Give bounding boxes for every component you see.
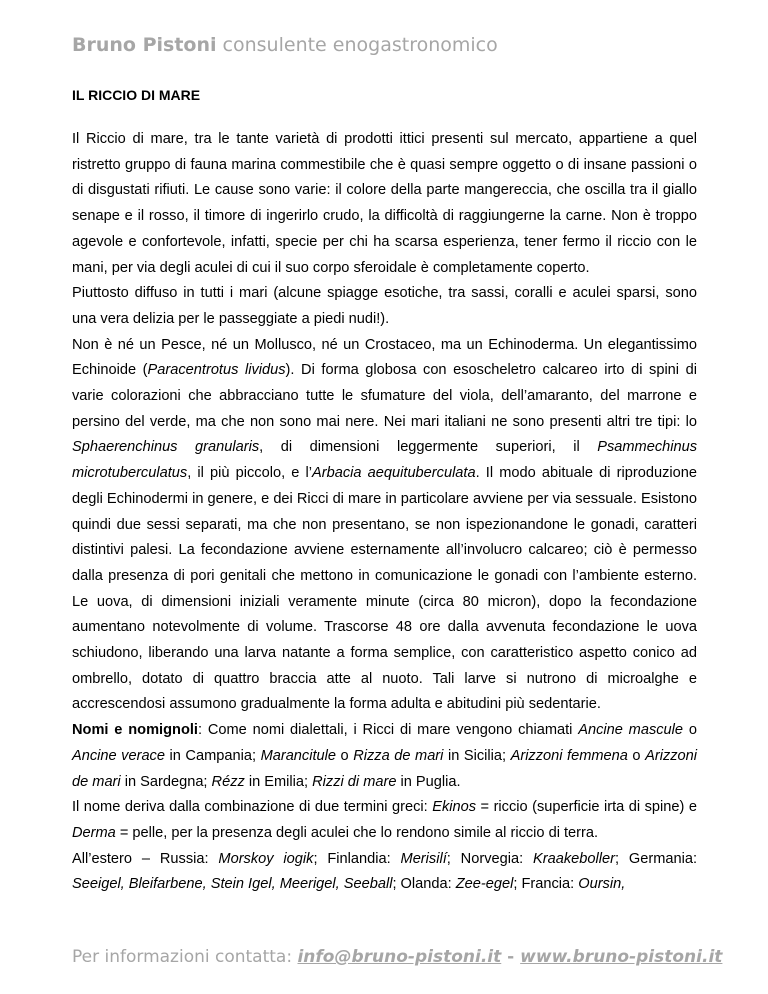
text-run: ; Olanda: bbox=[392, 876, 456, 893]
text-run: Non è né un Pesce, né un Mollusco, né un Crostaceo, ma un Echinoderma. Un elegantissimo Echinoide ( bbox=[72, 336, 697, 379]
paragraph-biology bbox=[72, 333, 697, 719]
dialect-name: Arizzoni de mari bbox=[72, 747, 698, 790]
page-header bbox=[72, 34, 498, 56]
text-run: in Puglia. bbox=[396, 773, 461, 790]
greek-term: Derma bbox=[72, 824, 116, 841]
text-run: , il più piccolo, e l’ bbox=[187, 465, 313, 482]
text-run: ; Norvegia: bbox=[446, 850, 534, 867]
text-run: = riccio (superficie irta di spine) e bbox=[476, 799, 697, 816]
text-run: o bbox=[683, 722, 697, 739]
footer-separator: - bbox=[501, 947, 521, 967]
dialect-name: Ancine mascule bbox=[578, 722, 684, 739]
text-run: o bbox=[336, 747, 354, 764]
text-run: in Sardegna; bbox=[120, 773, 212, 790]
paragraph-foreign-names bbox=[72, 847, 697, 898]
text-run: All’estero – Russia: bbox=[72, 850, 219, 867]
text-run: . Il modo abituale di riproduzione degli Echinodermi in genere, e dei Ricci di mare in particolare avviene per via sessuale. Esistono quindi due sessi separati, ma che non presentano, se non ispezionandone le gonadi, caratteri distintivi palesi. La fecondazione avviene esternamente all’involucro calcareo; ciò è permesso dalla presenza di pori genitali che mettono in comunicazione le gonadi con l’ambiente esterno. Le uova, di dimensioni iniziali veramente minute (circa 80 micron), dopo la fecondazione aumentano notevolmente di volume. Trascorse 48 ore dalla avvenuta fecondazione le uova schiudono, liberando una larva natante a forma semplice, con caratteristico aspetto conico ad ombrello, dotato di quattro braccia atte al nuoto. Tali larve si nutrono di microalghe e accrescendosi assumono gradualmente la forma adulta e abitudini più sedentarie. bbox=[72, 465, 697, 713]
text-run: : Come nomi dialettali, i Ricci di mare vengono chiamati bbox=[197, 722, 579, 739]
dialect-name: Rézz bbox=[211, 773, 245, 790]
foreign-name: Seeigel, Bleifarbene, Stein Igel, Meerigel, Seeball bbox=[72, 876, 393, 893]
text-run: o bbox=[627, 747, 646, 764]
text-run: in Sicilia; bbox=[443, 747, 511, 764]
text-run: , di dimensioni leggermente superiori, il bbox=[259, 439, 598, 456]
dialect-name: Arizzoni femmena bbox=[510, 747, 628, 764]
text-run: = pelle, per la presenza degli aculei che lo rendono simile al riccio di terra. bbox=[115, 824, 599, 841]
paragraph-dialect-names bbox=[72, 718, 697, 795]
paragraph-distribution bbox=[72, 281, 697, 332]
text-run: ; Germania: bbox=[614, 850, 698, 867]
paragraph-etymology bbox=[72, 795, 697, 846]
document-title: IL RICCIO DI MARE bbox=[72, 87, 201, 103]
foreign-name: Oursin, bbox=[578, 876, 626, 893]
species-name: Paracentrotus lividus bbox=[147, 362, 286, 379]
species-name: Arbacia aequituberculata bbox=[312, 465, 476, 482]
website-link[interactable]: www.bruno-pistoni.it bbox=[520, 947, 723, 967]
text-run: Il nome deriva dalla combinazione di due termini greci: bbox=[72, 799, 433, 816]
greek-term: Ekinos bbox=[432, 799, 477, 816]
page-footer bbox=[72, 947, 722, 967]
text-run: ; Francia: bbox=[513, 876, 579, 893]
text-run: Il Riccio di mare, tra le tante varietà di prodotti ittici presenti sul mercato, appartiene a quel ristretto gruppo di fauna marina commestibile che è quasi sempre oggetto o di insane passioni o di disgustati rifiuti. Le cause sono varie: il colore della parte mangereccia, che oscilla tra il giallo senape e il rosso, il timore di ingerirlo crudo, la difficoltà di raggiungerne la carne. Non è troppo agevole e confortevole, infatti, specie per chi ha scarsa esperienza, tener fermo il riccio con le mani, per via degli aculei di cui il suo corpo sferoidale è completamente coperto. bbox=[72, 131, 697, 276]
species-name: Psammechinus microtuberculatus bbox=[72, 439, 698, 482]
section-heading: Nomi e nomignoli bbox=[72, 722, 198, 739]
text-run: ). Di forma globosa con esoscheletro calcareo irto di spini di varie colorazioni che abbracciano tutte le sfumature del viola, dell’amaranto, del marrone e persino del verde, ma che non sono mai nere. Nei mari italiani ne sono presenti altri tre tipi: lo bbox=[72, 362, 697, 430]
footer-label: Per informazioni contatta: bbox=[72, 947, 298, 967]
foreign-name: Kraakeboller bbox=[533, 850, 615, 867]
foreign-name: Merisilí bbox=[400, 850, 447, 867]
text-run: Piuttosto diffuso in tutti i mari (alcune spiagge esotiche, tra sassi, coralli e aculei sparsi, sono una vera delizia per le passeggiate a piedi nudi!). bbox=[72, 285, 697, 327]
author-role: consulente enogastronomico bbox=[222, 34, 498, 56]
text-run: in Campania; bbox=[164, 747, 261, 764]
paragraph-intro bbox=[72, 127, 697, 281]
foreign-name: Zee-egel bbox=[455, 876, 514, 893]
email-link[interactable]: info@bruno-pistoni.it bbox=[297, 947, 502, 967]
dialect-name: Ancine verace bbox=[72, 747, 165, 764]
dialect-name: Rizza de mari bbox=[353, 747, 444, 764]
foreign-name: Morskoy iogik bbox=[218, 850, 314, 867]
author-name: Bruno Pistoni bbox=[72, 34, 217, 56]
text-run: ; Finlandia: bbox=[313, 850, 401, 867]
document-body bbox=[72, 127, 697, 898]
dialect-name: Rizzi di mare bbox=[312, 773, 397, 790]
dialect-name: Marancitule bbox=[260, 747, 336, 764]
species-name: Sphaerenchinus granularis bbox=[72, 439, 260, 456]
text-run: in Emilia; bbox=[244, 773, 313, 790]
